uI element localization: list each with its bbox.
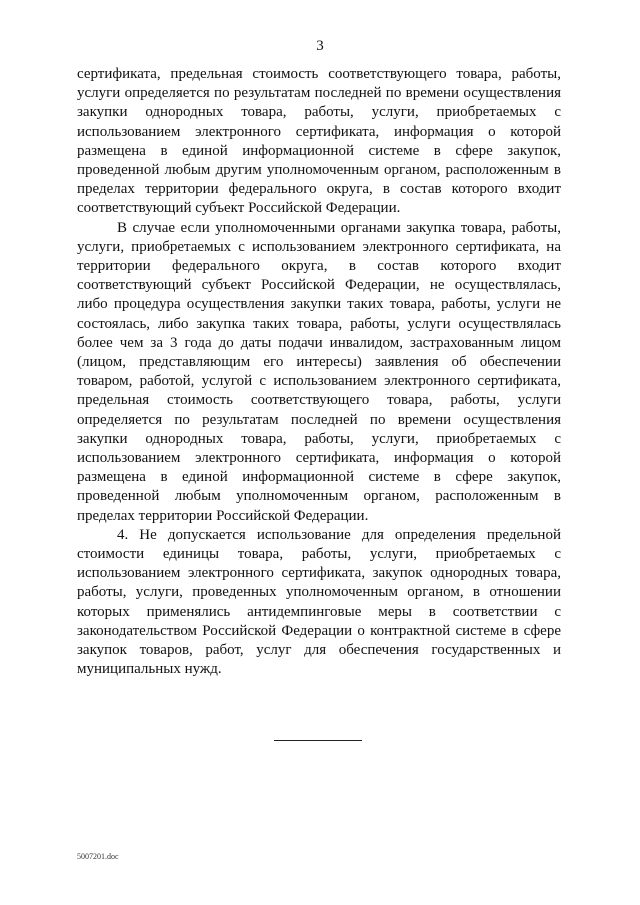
document-body xyxy=(77,65,561,680)
paragraph-case: В случае если уполномоченными органами закупка товара, работы, услуги, приобретаемых с использованием электронного сертификата, на территории федерального округа, в состав которого входит соответствующий субъект Российской Федерации, не осуществлялась, либо процедура осуществления закупки таких товара, работы, услуги не состоялась, либо закупка таких товара, работы, услуги осуществлялась более чем за 3 года до даты подачи инвалидом, застрахованным лицом (лицом, представляющим его интересы) заявления об обеспечении товаром, работой, услугой с использованием электронного сертификата, предельная стоимость соответствующего товара, работы, услуги определяется по результатам последней по времени осуществления закупки однородных товара, работы, услуги, приобретаемых с использованием электронного сертификата, информация о которой размещена в единой информационной системе в сфере закупок, проведенной любым уполномоченным органом, расположенным в пределах территории Российской Федерации. xyxy=(77,219,561,524)
end-separator-line xyxy=(274,740,362,741)
footer-file-name: 5007201.doc xyxy=(77,852,119,861)
paragraph-item-4: 4. Не допускается использование для определения предельной стоимости единицы товара, работы, услуги, приобретаемых с использованием электронного сертификата, закупок однородных товара, работы, услуги, проведенных уполномоченным органом, в отношении которых применялись антидемпинговые меры в соответствии с законодательством Российской Федерации о контрактной системе в сфере закупок товаров, работ, услуг для обеспечения государственных и муниципальных нужд. xyxy=(77,526,561,678)
paragraph-continuation: сертификата, предельная стоимость соответствующего товара, работы, услуги определяется по результатам последней по времени осуществления закупки однородных товара, работы, услуги, приобретаемых с использованием электронного сертификата, информация о которой размещена в единой информационной системе в сфере закупок, проведенной любым другим уполномоченным органом, расположенным в пределах территории федерального округа, в состав которого входит соответствующий субъект Российской Федерации. xyxy=(77,66,561,217)
page-number: 3 xyxy=(316,38,324,54)
